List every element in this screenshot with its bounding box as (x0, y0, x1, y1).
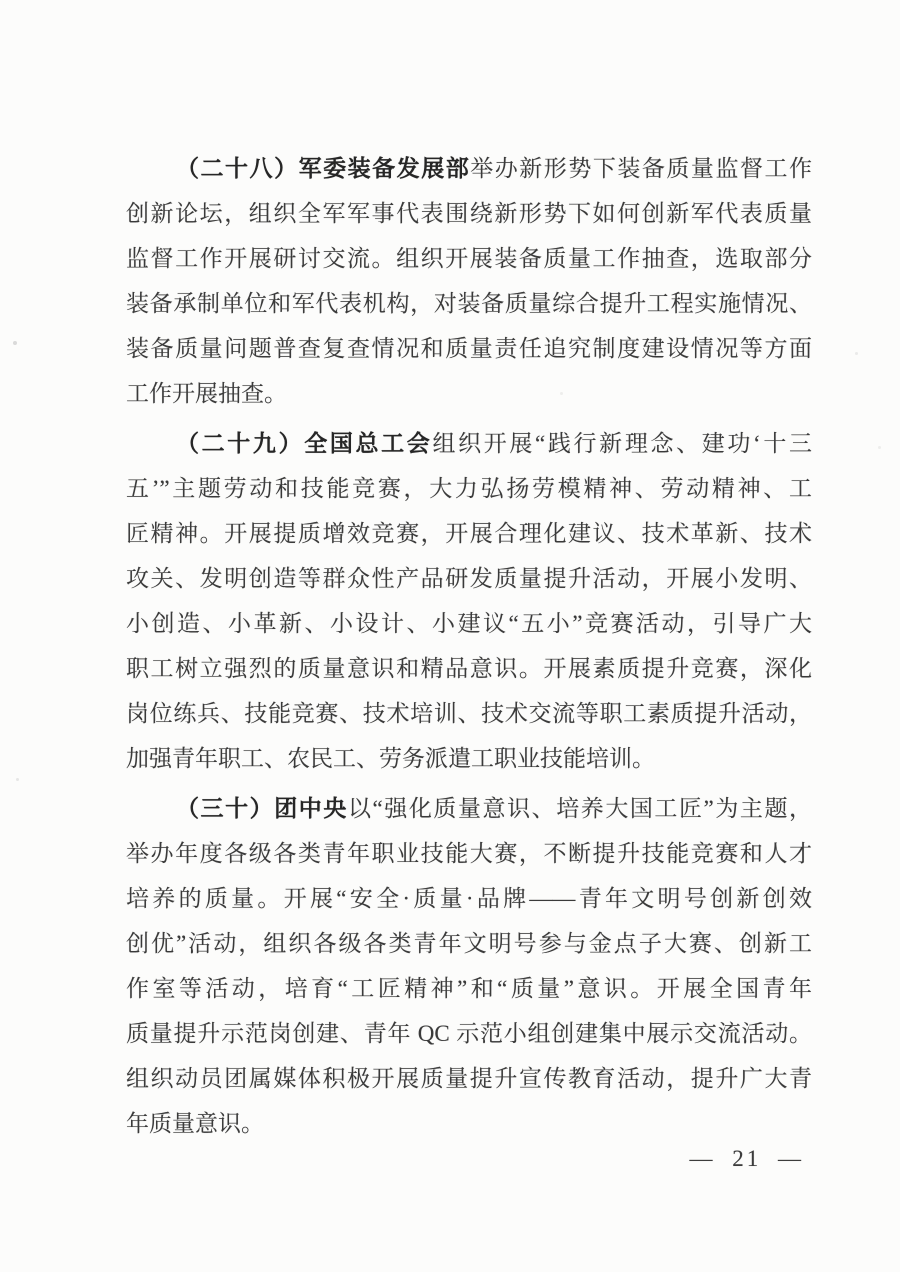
paragraph-line: 年质量意识。 (126, 1111, 264, 1136)
paragraph-lead-rest: 以“强化质量意识、培养大国工匠”为主题， (347, 796, 812, 821)
paragraph-line: 工作开展抽查。 (126, 381, 287, 406)
paragraph-line: 五’”主题劳动和技能竞赛，大力弘扬劳模精神、劳动精神、工 (126, 476, 812, 501)
scan-speckle (13, 341, 17, 345)
paragraph-line: 举办年度各级各类青年职业技能大赛，不断提升技能竞赛和人才 (126, 841, 812, 866)
paragraph-line: 作室等活动，培育“工匠精神”和“质量”意识。开展全国青年 (126, 976, 812, 1001)
paragraph-first-line (126, 786, 812, 831)
paragraph (126, 421, 812, 781)
paragraph-line: 培养的质量。开展“安全·质量·品牌——青年文明号创新创效 (126, 886, 812, 911)
paragraph-lead-bold: （二十八）军委装备发展部 (176, 156, 471, 181)
scan-speckle (16, 778, 19, 781)
paragraph-lead-rest: 举办新形势下装备质量监督工作 (470, 156, 812, 181)
scan-speckle (855, 352, 858, 355)
paragraph-line: 攻关、发明创造等群众性产品研发质量提升活动，开展小发明、 (126, 566, 812, 591)
paragraph (126, 786, 812, 1146)
paragraph-line: 创优”活动，组织各级各类青年文明号参与金点子大赛、创新工 (126, 931, 812, 956)
paragraph-first-line (126, 146, 812, 191)
paragraph-first-line (126, 421, 812, 466)
paragraph-line: 加强青年职工、农民工、劳务派遣工职业技能培训。 (126, 746, 655, 771)
paragraph-line: 装备承制单位和军代表机构，对装备质量综合提升工程实施情况、 (126, 291, 812, 316)
paragraph-line: 组织动员团属媒体积极开展质量提升宣传教育活动，提升广大青 (126, 1066, 812, 1091)
paragraph-line: 装备质量问题普查复查情况和质量责任追究制度建设情况等方面 (126, 336, 812, 361)
paragraph-line: 匠精神。开展提质增效竞赛，开展合理化建议、技术革新、技术 (126, 521, 812, 546)
paragraph-line: 岗位练兵、技能竞赛、技术培训、技术交流等职工素质提升活动， (126, 701, 812, 726)
paragraph-line: 监督工作开展研讨交流。组织开展装备质量工作抽查，选取部分 (126, 246, 812, 271)
paragraph-line: 小创造、小革新、小设计、小建议“五小”竞赛活动，引导广大 (126, 611, 812, 636)
paragraph-lead-bold: （二十九）全国总工会 (176, 431, 433, 456)
paragraph-line: 职工树立强烈的质量意识和精品意识。开展素质提升竞赛，深化 (126, 656, 812, 681)
scan-speckle (878, 446, 881, 449)
page-number: — 21 — (689, 1146, 804, 1171)
paragraph (126, 146, 812, 416)
paragraph-lead-rest: 组织开展“践行新理念、建功‘十三 (432, 431, 812, 456)
paragraph-line: 创新论坛，组织全军军事代表围绕新形势下如何创新军代表质量 (126, 201, 812, 226)
document-body (126, 146, 812, 1151)
paragraph-lead-bold: （三十）团中央 (176, 796, 348, 821)
paragraph-line: 质量提升示范岗创建、青年 QC 示范小组创建集中展示交流活动。 (126, 1021, 812, 1046)
